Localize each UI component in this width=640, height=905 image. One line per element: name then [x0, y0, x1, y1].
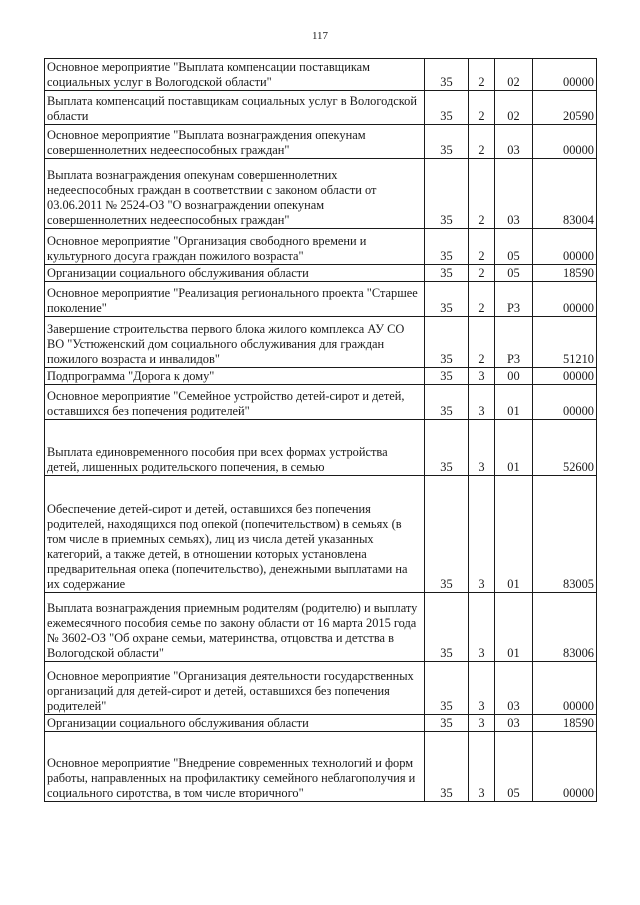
row-direction-code: 83006 [533, 593, 597, 662]
row-program-code: 35 [425, 715, 469, 732]
row-program-code: 35 [425, 368, 469, 385]
row-subprogram-code: 2 [469, 159, 495, 229]
row-name: Основное мероприятие "Организация свободного времени и культурного досуга граждан пожилого возраста" [45, 229, 425, 265]
row-program-code: 35 [425, 476, 469, 593]
row-activity-code: 03 [495, 159, 533, 229]
table-row [45, 159, 597, 229]
row-subprogram-code: 2 [469, 125, 495, 159]
table-row [45, 59, 597, 91]
table-row [45, 317, 597, 368]
row-name: Завершение строительства первого блока жилого комплекса АУ СО ВО "Устюженский дом социального обслуживания для граждан пожилого возраста и инвалидов" [45, 317, 425, 368]
row-activity-code: 02 [495, 59, 533, 91]
row-subprogram-code: 2 [469, 59, 495, 91]
row-subprogram-code: 2 [469, 229, 495, 265]
row-activity-code: 00 [495, 368, 533, 385]
row-subprogram-code: 2 [469, 317, 495, 368]
row-activity-code: 03 [495, 662, 533, 715]
table-row [45, 732, 597, 802]
row-program-code: 35 [425, 732, 469, 802]
row-direction-code: 52600 [533, 420, 597, 476]
row-name: Основное мероприятие "Семейное устройство детей-сирот и детей, оставшихся без попечения родителей" [45, 385, 425, 420]
table-row [45, 662, 597, 715]
row-activity-code: P3 [495, 282, 533, 317]
table-row [45, 125, 597, 159]
table-row [45, 715, 597, 732]
table-row [45, 420, 597, 476]
row-activity-code: P3 [495, 317, 533, 368]
row-subprogram-code: 3 [469, 420, 495, 476]
row-subprogram-code: 3 [469, 476, 495, 593]
row-direction-code: 00000 [533, 732, 597, 802]
row-activity-code: 03 [495, 125, 533, 159]
row-name: Организации социального обслуживания области [45, 265, 425, 282]
table-row [45, 368, 597, 385]
row-name: Подпрограмма "Дорога к дому" [45, 368, 425, 385]
budget-classification-table [44, 58, 597, 802]
row-name: Выплата единовременного пособия при всех формах устройства детей, лишенных родительского попечения, в семью [45, 420, 425, 476]
row-activity-code: 05 [495, 265, 533, 282]
row-direction-code: 51210 [533, 317, 597, 368]
row-direction-code: 00000 [533, 125, 597, 159]
row-direction-code: 18590 [533, 715, 597, 732]
row-direction-code: 00000 [533, 282, 597, 317]
row-direction-code: 00000 [533, 59, 597, 91]
table-row [45, 91, 597, 125]
row-name: Выплата компенсаций поставщикам социальных услуг в Вологодской области [45, 91, 425, 125]
row-activity-code: 01 [495, 420, 533, 476]
row-direction-code: 00000 [533, 229, 597, 265]
page-number: 117 [311, 30, 329, 42]
row-program-code: 35 [425, 125, 469, 159]
row-activity-code: 03 [495, 715, 533, 732]
row-direction-code: 83004 [533, 159, 597, 229]
row-direction-code: 00000 [533, 662, 597, 715]
row-name: Обеспечение детей-сирот и детей, оставшихся без попечения родителей, находящихся под опекой (попечительством) в семьях (в том числе в приемных семьях), лиц из числа детей указанных категорий, а также детей, в отношении которых установлена предварительная опека (попечительство), денежными выплатами на их содержание [45, 476, 425, 593]
table-row [45, 385, 597, 420]
row-program-code: 35 [425, 385, 469, 420]
row-name: Организации социального обслуживания области [45, 715, 425, 732]
row-subprogram-code: 3 [469, 368, 495, 385]
row-program-code: 35 [425, 317, 469, 368]
table-row [45, 593, 597, 662]
table-row [45, 476, 597, 593]
row-direction-code: 18590 [533, 265, 597, 282]
row-subprogram-code: 3 [469, 662, 495, 715]
row-direction-code: 20590 [533, 91, 597, 125]
row-name: Основное мероприятие "Внедрение современных технологий и форм работы, направленных на профилактику семейного неблагополучия и социального сиротства, в том числе вторичного" [45, 732, 425, 802]
row-program-code: 35 [425, 420, 469, 476]
row-activity-code: 01 [495, 385, 533, 420]
row-subprogram-code: 3 [469, 385, 495, 420]
row-name: Основное мероприятие "Организация деятельности государственных организаций для детей-сирот и детей, оставшихся без попечения родителей" [45, 662, 425, 715]
row-program-code: 35 [425, 229, 469, 265]
row-program-code: 35 [425, 59, 469, 91]
row-activity-code: 01 [495, 476, 533, 593]
table-row [45, 229, 597, 265]
row-name: Основное мероприятие "Выплата компенсации поставщикам социальных услуг в Вологодской области" [45, 59, 425, 91]
row-direction-code: 00000 [533, 385, 597, 420]
row-direction-code: 83005 [533, 476, 597, 593]
row-program-code: 35 [425, 662, 469, 715]
row-activity-code: 05 [495, 732, 533, 802]
row-activity-code: 01 [495, 593, 533, 662]
row-subprogram-code: 2 [469, 91, 495, 125]
row-direction-code: 00000 [533, 368, 597, 385]
row-program-code: 35 [425, 265, 469, 282]
row-activity-code: 05 [495, 229, 533, 265]
row-subprogram-code: 3 [469, 715, 495, 732]
row-subprogram-code: 3 [469, 732, 495, 802]
row-program-code: 35 [425, 159, 469, 229]
table-row [45, 265, 597, 282]
row-name: Выплата вознаграждения опекунам совершеннолетних недееспособных граждан в соответствии с законом области от 03.06.2011 № 2524-ОЗ "О вознаграждении опекунам совершеннолетних недееспособных граждан" [45, 159, 425, 229]
row-subprogram-code: 2 [469, 265, 495, 282]
row-program-code: 35 [425, 91, 469, 125]
row-program-code: 35 [425, 282, 469, 317]
row-subprogram-code: 3 [469, 593, 495, 662]
row-name: Основное мероприятие "Выплата вознаграждения опекунам совершеннолетних недееспособных граждан" [45, 125, 425, 159]
row-activity-code: 02 [495, 91, 533, 125]
row-name: Выплата вознаграждения приемным родителям (родителю) и выплату ежемесячного пособия семье по закону области от 16 марта 2015 года № 3602-ОЗ "Об охране семьи, материнства, отцовства и детства в Вологодской области" [45, 593, 425, 662]
row-program-code: 35 [425, 593, 469, 662]
row-subprogram-code: 2 [469, 282, 495, 317]
table-row [45, 282, 597, 317]
row-name: Основное мероприятие "Реализация регионального проекта "Старшее поколение" [45, 282, 425, 317]
